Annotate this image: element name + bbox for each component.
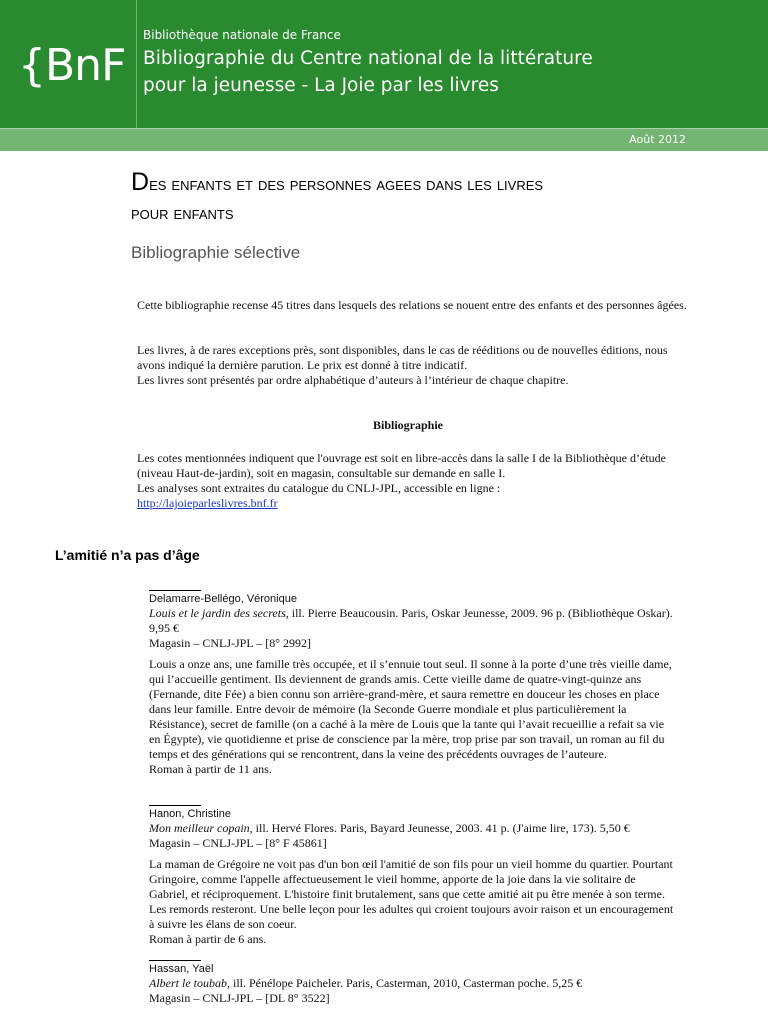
catalogue-note: Les analyses sont extraites du catalogue du CNLJ-JPL, accessible en ligne : (137, 481, 501, 495)
entry-separator (149, 960, 201, 961)
intro-paragraph-1: Cette bibliographie recense 45 titres dans lesquels des relations se nouent entre des enfants et des personnes âgées. (137, 298, 687, 312)
entry-separator (149, 590, 201, 591)
document-subtitle: Bibliographie sélective (131, 243, 301, 262)
logo-text: {BnF (18, 40, 126, 91)
publication-date: Août 2012 (629, 133, 686, 146)
entry-publication: , ill. Hervé Flores. Paris, Bayard Jeunesse, 2003. 41 p. (J'aime lire, 173). 5,50 € (249, 821, 630, 835)
entry-author: Hanon, Christine (149, 808, 231, 820)
entry-summary: La maman de Grégoire ne voit pas d'un bon œil l'amitié de son fils pour un vieil homme du quartier. Pourtant Gringoire, comme l'appelle affectueusement le vieil homme, apporte de la joie dans la vie solitaire de Gabriel, et réciproquement. L'histoire finit brutalement, sans que cette amitié ait pu être menée à son terme. Les remords resteront. Une belle leçon pour les adultes qui croient toujours avoir raison et un encouragement à suivre les élans de son coeur. (149, 857, 674, 931)
entry-title: Louis et le jardin des secrets (149, 606, 286, 620)
intro-paragraph-3 (137, 451, 697, 511)
bnf-logo (0, 0, 137, 128)
header-title-line1: Bibliographie du Centre national de la littérature (143, 48, 593, 69)
entry-location: Magasin – CNLJ-JPL – [DL 8° 3522] (149, 991, 330, 1005)
entry-1 (149, 590, 677, 777)
header-banner (0, 0, 768, 128)
entry-title: Albert le toubab, (149, 976, 230, 990)
entry-location: Magasin – CNLJ-JPL – [8° F 45861] (149, 836, 327, 850)
intro-paragraph-2b: Les livres sont présentés par ordre alphabétique d’auteurs à l’intérieur de chaque chapitre. (137, 373, 569, 387)
bibliography-heading: Bibliographie (372, 418, 443, 432)
entry-age: Roman à partir de 6 ans. (149, 932, 267, 946)
date-bar (0, 128, 768, 151)
entry-title: Mon meilleur copain (149, 821, 250, 835)
entry-2 (149, 805, 677, 947)
document-title-line2: pour enfants (131, 203, 234, 223)
entry-location: Magasin – CNLJ-JPL – [8° 2992] (149, 636, 312, 650)
catalogue-link[interactable]: http://lajoieparleslivres.bnf.fr (137, 496, 278, 510)
header-title (143, 45, 753, 99)
entry-publication: ill. Pénélope Paicheler. Paris, Casterman, 2010, Casterman poche. 5,25 € (230, 976, 583, 990)
intro-paragraph-2a: Les livres, à de rares exceptions près, sont disponibles, dans le cas de rééditions ou de nouvelles éditions, nous avons indiqué la dernière parution. Le prix est donné à titre indicatif. (137, 343, 668, 372)
entry-publication: , ill. Pierre Beaucousin. Paris, Oskar Jeunesse, 2009. 96 p. (Bibliothèque Oskar). 9,95 € (149, 606, 673, 635)
title-line1-rest: es enfants et des personnes agees dans les livres (149, 174, 544, 194)
section-title: L’amitié n’a pas d’âge (55, 547, 200, 563)
call-numbers-note: Les cotes mentionnées indiquent que l'ouvrage est soit en libre-accès dans la salle I de la Bibliothèque d’étude (niveau Haut-de-jardin), soit en magasin, consultable sur demande en salle I. (137, 451, 666, 480)
document-title (131, 168, 768, 228)
intro-paragraph-2 (137, 343, 697, 388)
institution-name: Bibliothèque nationale de France (143, 28, 341, 42)
entry-separator (149, 805, 201, 806)
header-title-line2: pour la jeunesse - La Joie par les livres (143, 75, 499, 96)
document-title-line1: Des enfants et des personnes agees dans les livres (131, 168, 544, 196)
entry-reference (149, 606, 677, 636)
entry-reference (149, 821, 677, 836)
entry-reference (149, 976, 677, 991)
entry-summary: Louis a onze ans, une famille très occupée, et il s’ennuie tout seul. Il sonne à la porte d’une très vieille dame, qui l’accueille gentiment. Ils deviennent de grands amis. Cette vieille dame de quatre-vingt-quinze ans (Fernande, dite Fée) a bien connu son arrière-grand-mère, et saura remettre en douceur les choses en place dans leur famille. Entre devoir de mémoire (la Seconde Guerre mondiale et plus particulièrement la Résistance), secret de famille (on a caché à la mère de Louis que la tante qui l’avait recueillie a refait sa vie en Égypte), vie quotidienne et prise de conscience par la mère, trop prise par son travail, un roman au fil du temps et des générations qui se rencontrent, dans la veine des précédents ouvrages de l’auteure. (149, 657, 672, 761)
entry-age: Roman à partir de 11 ans. (149, 762, 272, 776)
entry-author: Hassan, Yaël (149, 963, 214, 975)
entry-author: Delamarre-Bellégo, Véronique (149, 593, 297, 605)
entry-3 (149, 960, 677, 1006)
